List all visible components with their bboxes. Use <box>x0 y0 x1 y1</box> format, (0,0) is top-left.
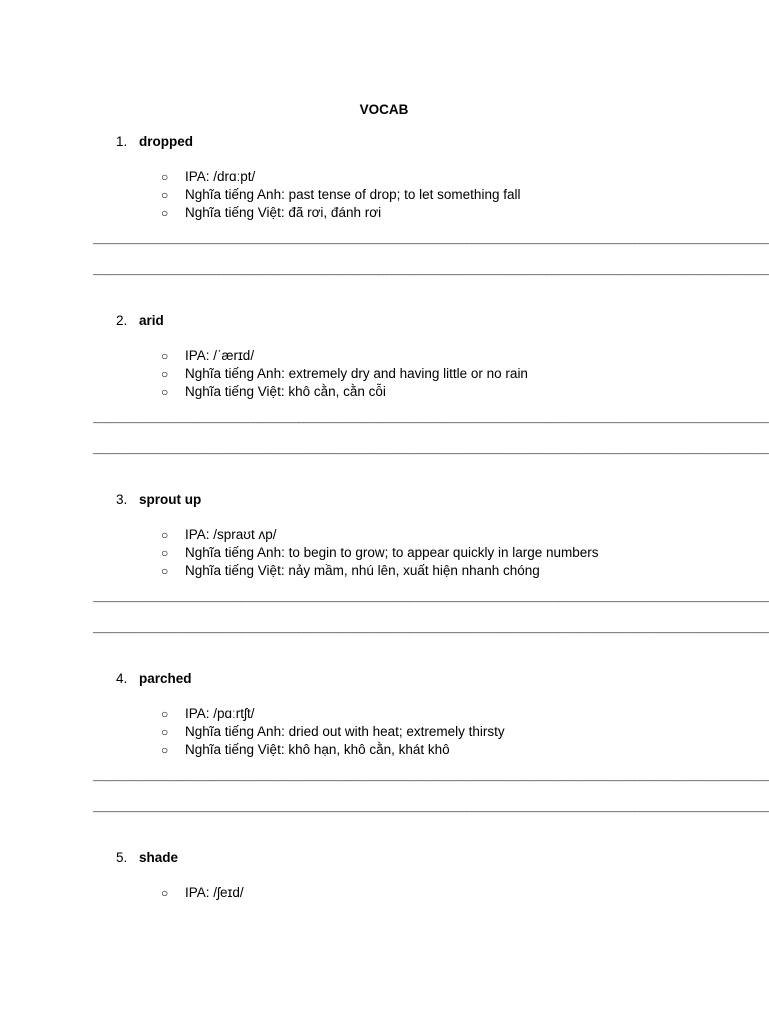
ipa-text: IPA: /drɑːpt/ <box>185 169 256 184</box>
ipa-line <box>161 168 520 186</box>
vietnamese-meaning-text: Nghĩa tiếng Việt: khô cằn, cằn cỗi <box>185 384 386 399</box>
english-meaning-text: Nghĩa tiếng Anh: past tense of drop; to let something fall <box>185 187 521 202</box>
bullet-icon: ○ <box>161 367 169 381</box>
entry-details <box>161 884 244 902</box>
page-title: VOCAB <box>359 102 409 117</box>
bullet-icon: ○ <box>161 743 169 757</box>
entry-number: 4. <box>116 671 128 686</box>
separator-line: ————————————————————————————————————————————————————————————————————————————————————————————————————————————————————————————————————————————————————————————————— <box>93 777 769 786</box>
entry-word: shade <box>139 850 179 865</box>
separator-line: ————————————————————————————————————————————————————————————————————————————————————————————————————————————————————————————————————————————————————————————————— <box>93 808 769 817</box>
entry-word: dropped <box>139 134 193 149</box>
vietnamese-meaning-line <box>161 562 599 580</box>
entry-details <box>161 526 599 580</box>
bullet-icon: ○ <box>161 206 169 220</box>
english-meaning-text: Nghĩa tiếng Anh: dried out with heat; extremely thirsty <box>185 724 505 739</box>
vietnamese-meaning-text: Nghĩa tiếng Việt: nảy mầm, nhú lên, xuất hiện nhanh chóng <box>185 563 540 578</box>
english-meaning-text: Nghĩa tiếng Anh: extremely dry and having little or no rain <box>185 366 528 381</box>
vietnamese-meaning-text: Nghĩa tiếng Việt: khô hạn, khô cằn, khát khô <box>185 742 450 757</box>
bullet-icon: ○ <box>161 725 169 739</box>
entry-word: arid <box>139 313 164 328</box>
separator-line: ————————————————————————————————————————————————————————————————————————————————————————————————————————————————————————————————————————————————————————————————— <box>93 419 769 428</box>
vietnamese-meaning-text: Nghĩa tiếng Việt: đã rơi, đánh rơi <box>185 205 382 220</box>
entry-heading <box>116 849 178 867</box>
entry-details <box>161 347 528 401</box>
entry-number: 3. <box>116 492 128 507</box>
english-meaning-line <box>161 365 528 383</box>
entry-word: parched <box>139 671 192 686</box>
entry-number: 1. <box>116 134 128 149</box>
bullet-icon: ○ <box>161 564 169 578</box>
english-meaning-line <box>161 544 599 562</box>
entry-number: 2. <box>116 313 128 328</box>
bullet-icon: ○ <box>161 707 169 721</box>
entry-heading <box>116 312 164 330</box>
bullet-icon: ○ <box>161 886 169 900</box>
english-meaning-text: Nghĩa tiếng Anh: to begin to grow; to appear quickly in large numbers <box>185 545 599 560</box>
vietnamese-meaning-line <box>161 383 528 401</box>
entry-heading <box>116 670 192 688</box>
separator-line: ————————————————————————————————————————————————————————————————————————————————————————————————————————————————————————————————————————————————————————————————— <box>93 629 769 638</box>
english-meaning-line <box>161 186 520 204</box>
bullet-icon: ○ <box>161 170 169 184</box>
separator-line: ————————————————————————————————————————————————————————————————————————————————————————————————————————————————————————————————————————————————————————————————— <box>93 598 769 607</box>
ipa-line <box>161 884 244 902</box>
ipa-line <box>161 705 505 723</box>
entry-word: sprout up <box>139 492 202 507</box>
english-meaning-line <box>161 723 505 741</box>
entry-details <box>161 168 520 222</box>
ipa-text: IPA: /pɑːrtʃt/ <box>185 706 255 721</box>
separator-line: ————————————————————————————————————————————————————————————————————————————————————————————————————————————————————————————————————————————————————————————————— <box>93 271 769 280</box>
bullet-icon: ○ <box>161 349 169 363</box>
entry-details <box>161 705 505 759</box>
bullet-icon: ○ <box>161 528 169 542</box>
entry-heading <box>116 133 193 151</box>
vietnamese-meaning-line <box>161 741 505 759</box>
bullet-icon: ○ <box>161 188 169 202</box>
vietnamese-meaning-line <box>161 204 520 222</box>
entry-heading <box>116 491 201 509</box>
ipa-line <box>161 347 528 365</box>
ipa-line <box>161 526 599 544</box>
separator-line: ————————————————————————————————————————————————————————————————————————————————————————————————————————————————————————————————————————————————————————————————— <box>93 450 769 459</box>
ipa-text: IPA: /ˈærɪd/ <box>185 348 255 363</box>
bullet-icon: ○ <box>161 385 169 399</box>
bullet-icon: ○ <box>161 546 169 560</box>
entry-number: 5. <box>116 850 128 865</box>
separator-line: ————————————————————————————————————————————————————————————————————————————————————————————————————————————————————————————————————————————————————————————————— <box>93 240 769 249</box>
ipa-text: IPA: /spraʊt ʌp/ <box>185 527 277 542</box>
ipa-text: IPA: /ʃeɪd/ <box>185 885 244 900</box>
